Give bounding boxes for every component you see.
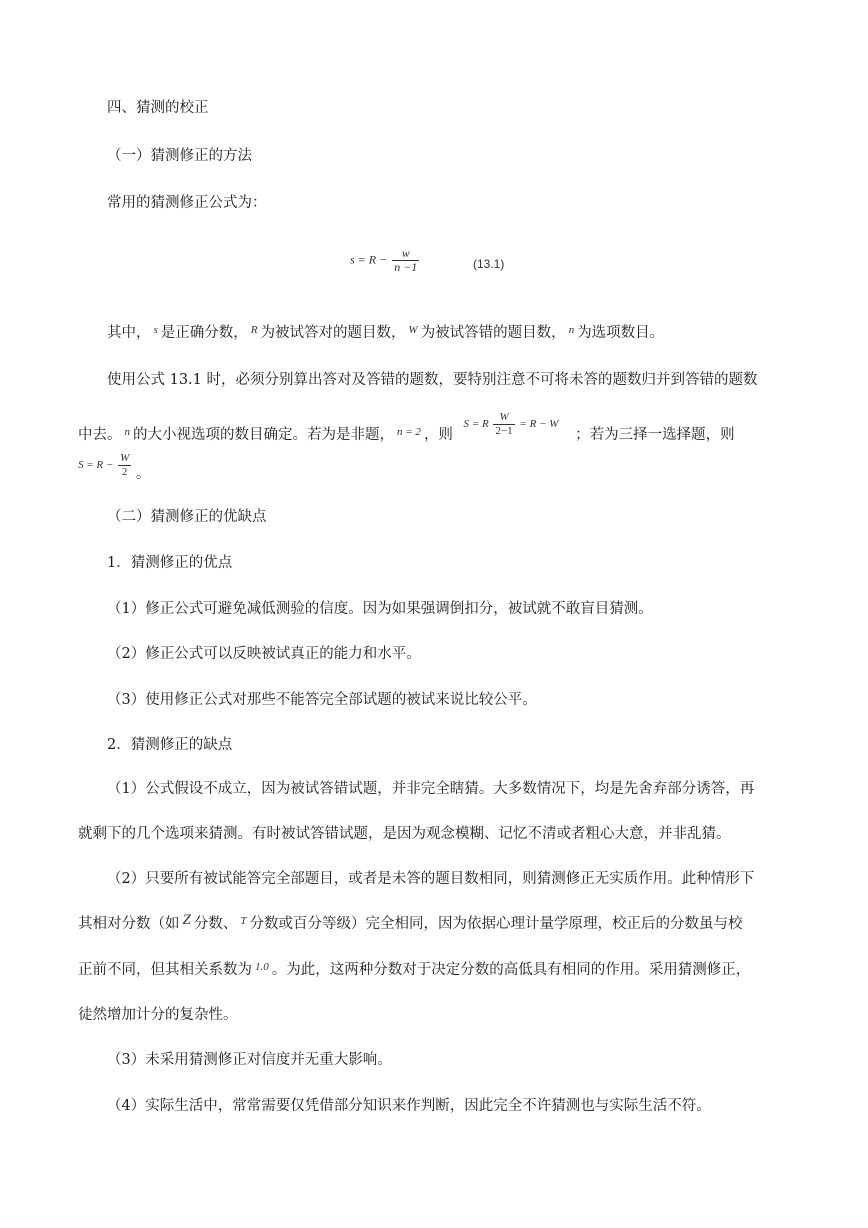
usage-paragraph-line-3 xyxy=(78,452,151,483)
text-segment: 。 xyxy=(136,466,151,483)
formula-13-1 xyxy=(350,247,421,274)
text-segment: 分数或百分等级）完全相同，因为依据心理计量学原理，校正后的分数虽与校 xyxy=(249,916,743,932)
text-segment: 。为此，这两种分数对于决定分数的高低具有相同的作用。采用猜测修正， xyxy=(271,962,751,978)
symbol-n: n xyxy=(124,426,130,439)
formula-numerator: w xyxy=(392,247,419,261)
disadvantage-1-line-2: 就剩下的几个选项来猜测。有时被试答错试题，是因为观念模糊、记忆不清或者粗心大意，并非乱猜。 xyxy=(78,826,731,842)
symbol-R: R xyxy=(250,324,258,336)
variable-definition-line xyxy=(107,323,664,344)
n-equals-2: n = 2 xyxy=(397,426,421,439)
text-segment: 其中， xyxy=(107,325,151,341)
text-segment: 的大小视选项的数目确定。若为是非题， xyxy=(133,427,394,444)
formula-numerator: W xyxy=(493,411,514,425)
formula-denominator: 2 xyxy=(121,466,128,478)
correlation-value: 1.0 xyxy=(255,961,269,973)
disadvantage-item-3: （3）未采用猜测修正对信度并无重大影响。 xyxy=(107,1052,392,1068)
heading-subsection-2: （二）猜测修正的优缺点 xyxy=(107,509,267,525)
text-segment: 中去。 xyxy=(78,427,122,444)
disadvantage-2-line-1: （2）只要所有被试能答完全部题目，或者是未答的题目数相同，则猜测修正无实质作用。此种情形下 xyxy=(107,871,755,887)
advantage-item-2: （2）修正公式可以反映被试真正的能力和水平。 xyxy=(107,646,421,662)
text-segment: 为被试答错的题目数， xyxy=(420,325,566,341)
formula-fraction xyxy=(392,247,419,274)
usage-paragraph-line-2 xyxy=(78,411,735,450)
disadvantage-item-4: （4）实际生活中，常常需要仅凭借部分知识来作判断，因此完全不许猜测也与实际生活不符。 xyxy=(107,1098,711,1114)
text-segment: ，则 xyxy=(423,427,453,444)
advantage-item-1: （1）修正公式可避免减低测验的信度。因为如果强调倒扣分，被试就不敢盲目猜测。 xyxy=(107,601,653,617)
text-segment: 为被试答对的题目数， xyxy=(260,325,406,341)
equation-number: (13.1) xyxy=(473,257,505,271)
usage-paragraph-line-1: 使用公式 13.1 时，必须分别算出答对及答错的题数，要特别注意不可将未答的题数归并到答错的题数 xyxy=(107,372,758,388)
text-segment: 分数、 xyxy=(193,916,238,932)
formula-fraction xyxy=(118,452,131,479)
disadvantage-1-line-1: （1）公式假设不成立，因为被试答错试题，并非完全瞎猜。大多数情况下，均是先舍弃部分诱答，再 xyxy=(107,781,755,797)
disadvantage-2-line-3 xyxy=(78,960,750,981)
symbol-s: s xyxy=(153,324,158,336)
disadvantage-2-line-2 xyxy=(78,914,742,935)
formula-rhs: = R − W xyxy=(519,418,559,431)
disadvantages-title: 2．猜测修正的缺点 xyxy=(107,737,233,753)
advantage-item-3: （3）使用修正公式对那些不能答完全部试题的被试来说比较公平。 xyxy=(107,692,537,708)
intro-text: 常用的猜测修正公式为： xyxy=(107,195,267,211)
heading-subsection-1: （一）猜测修正的方法 xyxy=(107,148,252,164)
text-segment: 正前不同，但其相关系数为 xyxy=(78,962,252,978)
heading-section-4: 四、猜测的校正 xyxy=(107,100,209,116)
symbol-T: T xyxy=(240,915,247,927)
formula-numerator: W xyxy=(120,452,130,464)
true-false-formula xyxy=(463,411,562,437)
text-segment: 是正确分数， xyxy=(160,325,248,341)
disadvantage-2-line-4: 徒然增加计分的复杂性。 xyxy=(78,1007,238,1023)
symbol-n: n xyxy=(568,324,575,336)
text-segment: ；若为三择一选择题，则 xyxy=(575,427,735,444)
formula-lhs: S = R xyxy=(463,418,489,431)
text-segment: 其相对分数（如 xyxy=(78,916,180,932)
formula-fraction xyxy=(493,411,514,438)
formula-denominator: 2−1 xyxy=(495,425,513,437)
formula-denominator: n −1 xyxy=(394,260,418,274)
symbol-W: W xyxy=(408,324,418,336)
symbol-Z: Z xyxy=(182,912,191,928)
text-segment: 为选项数目。 xyxy=(577,325,665,341)
formula-lhs: S = R − xyxy=(78,459,114,472)
three-choice-formula xyxy=(78,452,136,478)
formula-lhs: s = R − xyxy=(350,252,388,267)
advantages-title: 1．猜测修正的优点 xyxy=(107,555,233,571)
